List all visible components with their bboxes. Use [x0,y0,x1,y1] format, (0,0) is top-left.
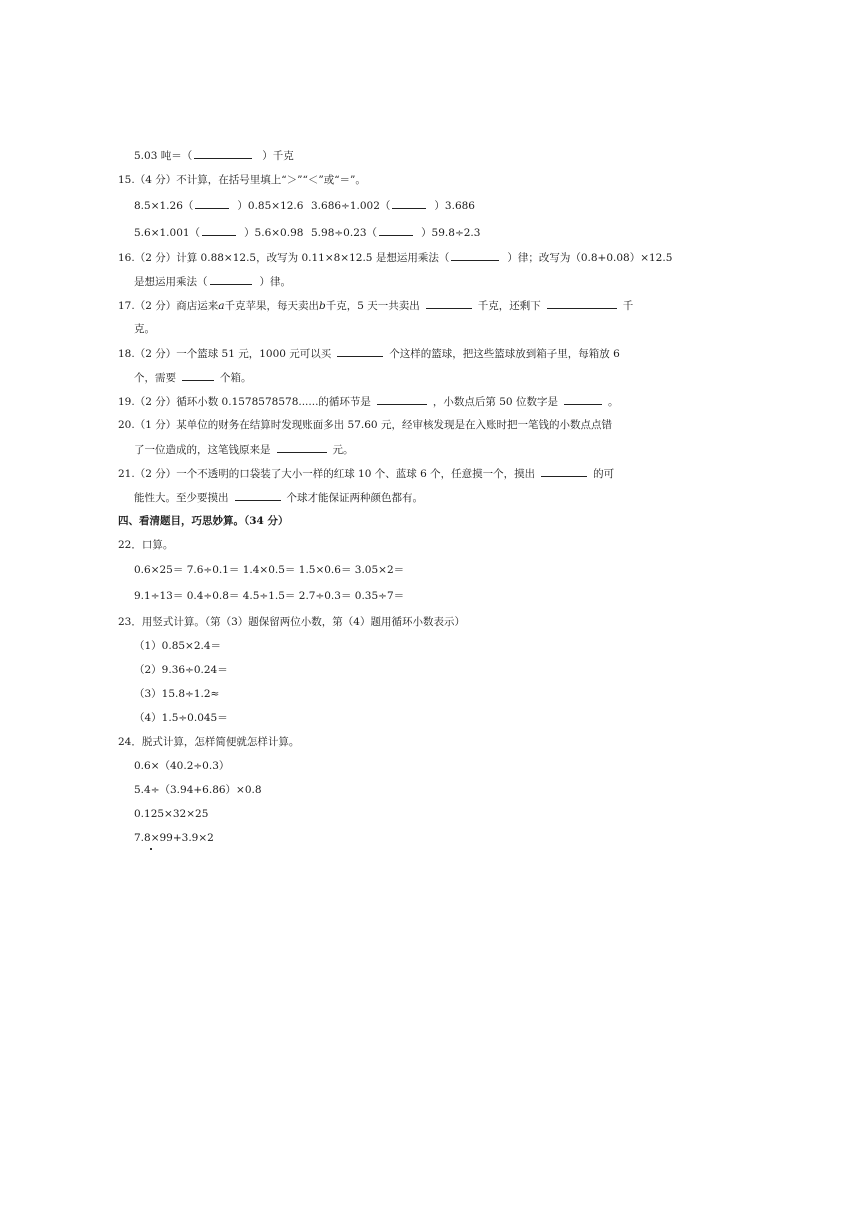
q19-line [118,394,618,409]
answer-blank[interactable] [426,298,472,309]
q21-line2 [134,490,423,505]
text: 16.（2 分）计算 0.88×12.5，改写为 0.11×8×12.5 是想运用乘法（ [118,252,450,264]
q17-line1 [118,298,633,313]
q24-item-2: 5.4÷（3.94+6.86）×0.8 [134,784,262,796]
text: 17.（2 分）商店运来 [118,300,219,312]
text: ）59.8÷2.3 [421,227,481,239]
text: 5.6×1.001（ [134,227,201,239]
q24-item-1: 0.6×（40.2÷0.3） [134,760,230,772]
text: 5.98÷0.23（ [311,227,378,239]
text: 。 [607,396,619,408]
q20-line2 [134,442,354,457]
scan-speck [150,848,152,850]
text: ）3.686 [434,200,475,212]
q24-item-4: 7.8×99+3.9×2 [134,832,214,844]
answer-blank[interactable] [377,394,427,405]
answer-blank[interactable] [194,148,252,159]
answer-blank[interactable] [202,225,236,236]
answer-blank[interactable] [210,274,252,285]
text: ，小数点后第 50 位数字是 [432,396,558,408]
text: 了一位造成的，这笔钱原来是 [134,444,271,456]
text: 千 [622,300,634,312]
answer-blank[interactable] [392,198,426,209]
text: ）千克 [262,150,294,162]
answer-blank[interactable] [277,442,327,453]
text: 个箱。 [220,372,252,384]
text: 19.（2 分）循环小数 0.1578578578......的循环节是 [118,396,371,408]
q15-row1-right [311,198,475,213]
q23-item-1: （1）0.85×2.4＝ [134,640,222,652]
text: 个，需要 [134,372,176,384]
text: 千克，5 天一共卖出 [325,300,420,312]
q16-line1 [118,250,672,265]
answer-blank[interactable] [182,370,214,381]
q22-row2: 9.1÷13＝ 0.4÷0.8＝ 4.5÷1.5＝ 2.7÷0.3＝ 0.35÷7＝ [134,590,405,602]
q23-item-2: （2）9.36÷0.24＝ [134,664,228,676]
answer-blank[interactable] [195,198,229,209]
q23-item-4: （4）1.5÷0.045＝ [134,712,228,724]
q15-row2-left [134,225,303,240]
text: 个这样的篮球，把这些篮球放到箱子里，每箱放 6 [389,348,620,360]
answer-blank[interactable] [235,490,281,501]
answer-blank[interactable] [379,225,413,236]
variable-a: a [218,300,225,312]
text: 个球才能保证两种颜色都有。 [286,492,423,504]
q22-row1: 0.6×25＝ 7.6÷0.1＝ 1.4×0.5＝ 1.5×0.6＝ 3.05×2＝ [134,564,405,576]
text: 21.（2 分）一个不透明的口袋装了大小一样的红球 10 个、蓝球 6 个，任意摸一个，摸出 [118,468,536,480]
answer-blank[interactable] [547,298,617,309]
text: 千克苹果，每天卖出 [224,300,319,312]
q15-question: 15.（4 分）不计算，在括号里填上“＞”“＜”或“＝”。 [118,174,366,186]
q22-question: 22．口算。 [118,539,174,551]
text: 的可 [593,468,615,480]
text: 千克，还剩下 [477,300,541,312]
q21-line1 [118,466,614,481]
q16-line2 [134,274,291,289]
q24-question: 24．脱式计算，怎样简便就怎样计算。 [118,736,300,748]
q14-tail-line [134,148,294,163]
text: ）5.6×0.98 [244,227,304,239]
text: ）律。 [259,276,291,288]
text: 是想运用乘法（ [134,276,208,288]
answer-blank[interactable] [541,466,587,477]
text: 5.03 吨＝（ [134,150,193,162]
q24-item-3: 0.125×32×25 [134,808,209,820]
text: ）律；改写为（0.8+0.08）×12.5 [507,252,673,264]
q18-line2 [134,370,252,385]
q20-line1: 20.（1 分）某单位的财务在结算时发现账面多出 57.60 元，经审核发现是在入账时把一笔钱的小数点点错 [118,419,612,431]
text: 3.686÷1.002（ [311,200,391,212]
answer-blank[interactable] [564,394,602,405]
q15-row1-left [134,198,303,213]
section-heading: 四、看清题目，巧思妙算。（34 分） [118,515,289,527]
q23-question: 23．用竖式计算。（第（3）题保留两位小数，第（4）题用循环小数表示） [118,616,465,628]
answer-blank[interactable] [337,346,383,357]
q18-line1 [118,346,620,361]
text: 18.（2 分）一个篮球 51 元，1000 元可以买 [118,348,332,360]
q15-row2-right [311,225,480,240]
answer-blank[interactable] [451,250,499,261]
text: 能性大。至少要摸出 [134,492,229,504]
text: 元。 [332,444,354,456]
q23-item-3: （3）15.8÷1.2≈ [134,688,220,700]
variable-b: b [318,300,326,312]
q17-line2: 克。 [134,323,155,335]
text: ）0.85×12.6 [237,200,304,212]
text: 8.5×1.26（ [134,200,194,212]
